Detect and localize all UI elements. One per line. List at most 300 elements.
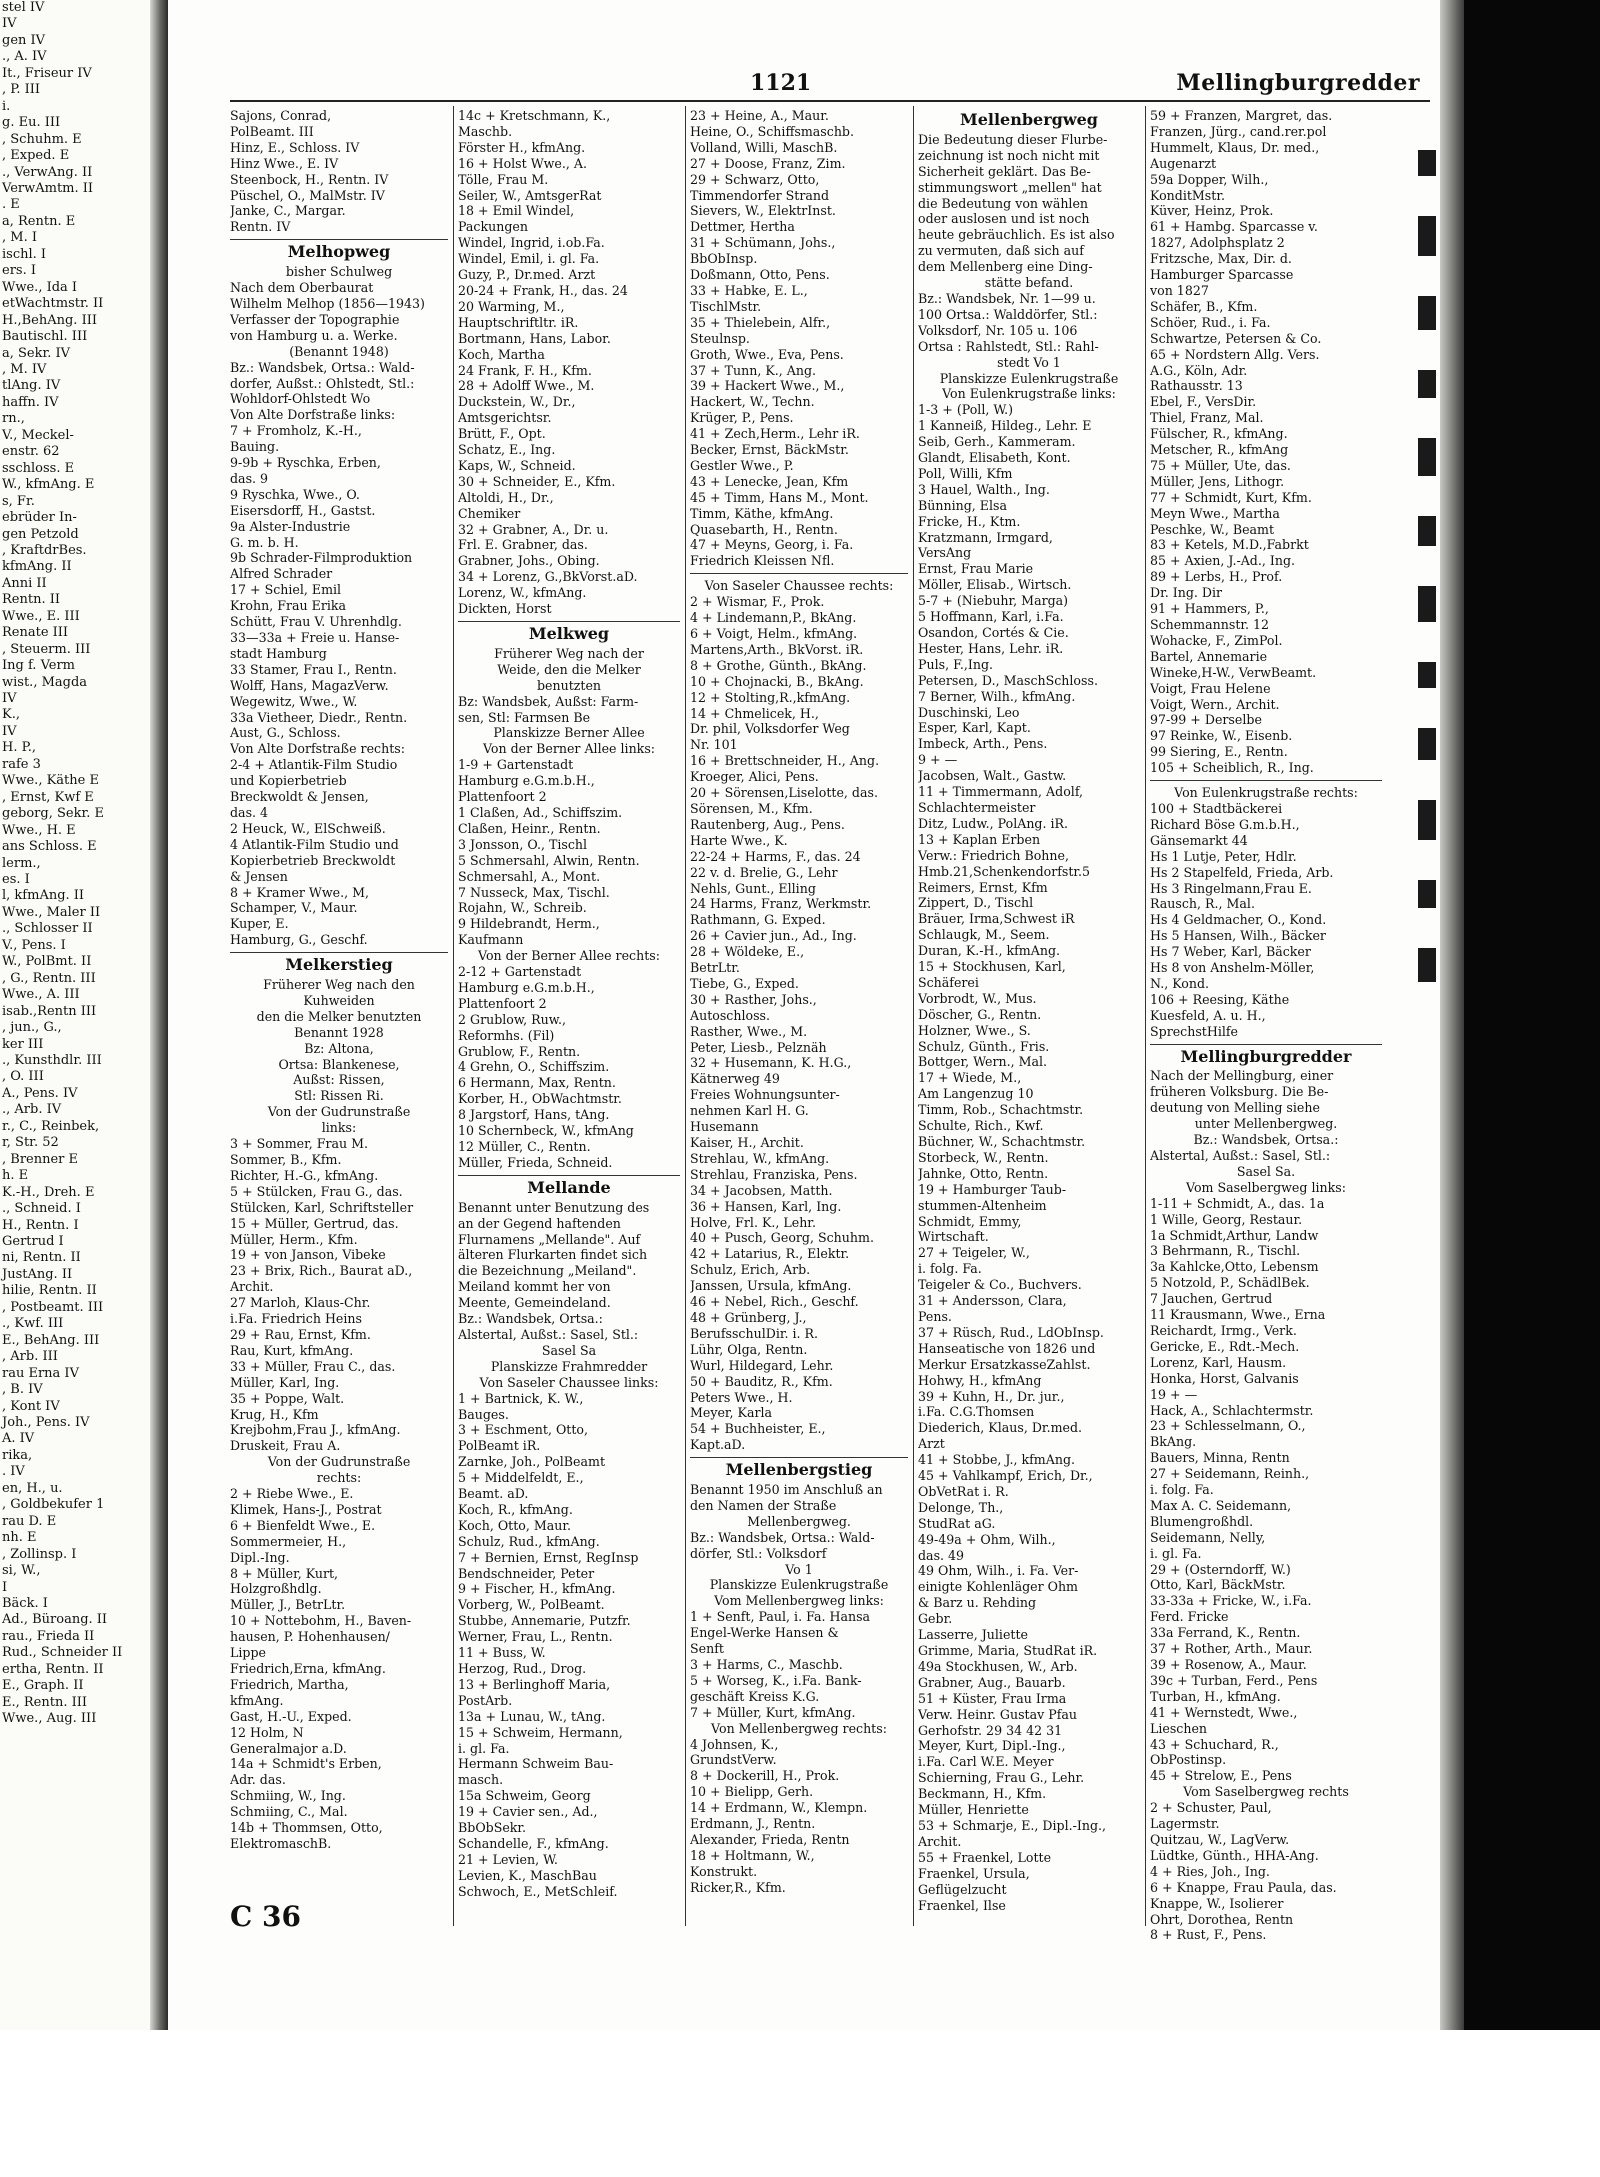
directory-entry: 33—33a + Freie u. Hanse- bbox=[230, 630, 400, 645]
directory-entry: Frl. E. Grabner, das. bbox=[458, 537, 588, 553]
directory-entry: Verw. Heinr. Gustav Pfau bbox=[918, 1706, 1077, 1722]
directory-entry: Müller, Jens, Lithogr. bbox=[1150, 473, 1285, 489]
left-page-line: W., PolBmt. II bbox=[2, 954, 92, 970]
left-page-line: ., Arb. IV bbox=[2, 1102, 62, 1118]
directory-entry: 31 + Schümann, Johs., bbox=[690, 235, 836, 251]
directory-entry: 39 + Hackert Wwe., M., bbox=[690, 378, 845, 394]
directory-entry: 31 + Andersson, Clara, bbox=[918, 1293, 1067, 1309]
directory-entry: Claßen, Heinr., Rentn. bbox=[458, 820, 601, 836]
directory-entry: Peter, Liesb., Pelznäh bbox=[690, 1039, 827, 1055]
left-page-line: rafe 3 bbox=[2, 756, 41, 772]
directory-entry: Rautenberg, Aug., Pens. bbox=[690, 816, 845, 832]
section-note: Bz.: Wandsbek, Ortsa.: bbox=[1193, 1132, 1339, 1148]
directory-entry: Hummelt, Klaus, Dr. med., bbox=[1150, 139, 1320, 155]
directory-entry: Teigeler & Co., Buchvers. bbox=[918, 1277, 1082, 1293]
section-note: Sasel Sa. bbox=[1236, 1163, 1296, 1179]
directory-entry: Wohldorf-Ohlstedt Wo bbox=[230, 391, 371, 407]
directory-entry: 20-24 + Frank, H., das. 24 bbox=[458, 282, 628, 298]
left-page-line: It., Friseur IV bbox=[2, 65, 92, 81]
directory-entry: Packungen bbox=[458, 219, 528, 235]
directory-entry: Müller, Herm., Kfm. bbox=[230, 1231, 358, 1247]
directory-entry: PostArb. bbox=[458, 1692, 513, 1708]
directory-entry: Hs 4 Geldmacher, O., Kond. bbox=[1150, 912, 1327, 928]
directory-entry: Bräuer, Irma,Schwest iR bbox=[918, 911, 1075, 927]
left-page-line: rika, bbox=[2, 1447, 33, 1463]
directory-entry: Amtsgerichtsr. bbox=[458, 410, 552, 426]
street-heading: Mellingburgredder bbox=[1180, 1046, 1352, 1066]
section-note: rechts: bbox=[316, 1470, 362, 1486]
section-rule bbox=[230, 952, 448, 953]
section-rule bbox=[1150, 780, 1382, 781]
directory-entry: 5 Hoffmann, Karl, i.Fa. bbox=[918, 609, 1064, 625]
directory-entry: 3 Hauel, Walth., Ing. bbox=[918, 481, 1050, 497]
directory-entry: 6 Hermann, Max, Rentn. bbox=[458, 1075, 616, 1091]
directory-entry: Die Bedeutung dieser Flurbe- bbox=[918, 131, 1108, 147]
directory-entry: Müller, Frieda, Schneid. bbox=[458, 1154, 613, 1170]
section-note: Planskizze Eulenkrugstraße bbox=[939, 370, 1119, 386]
directory-entry: Druskeit, Frau A. bbox=[230, 1438, 341, 1454]
column-4 bbox=[918, 108, 1140, 1913]
directory-entry: Rentn. IV bbox=[230, 219, 291, 235]
directory-entry: 28 + Wöldeke, E., bbox=[690, 944, 805, 960]
directory-entry: 34 + Lorenz, G.,BkVorst.aD. bbox=[458, 569, 638, 585]
column-1 bbox=[230, 108, 448, 1852]
left-page-line: lerm., bbox=[2, 855, 41, 871]
directory-entry: Holve, Frl. K., Lehr. bbox=[690, 1214, 816, 1230]
directory-entry: Timm, Käthe, kfmAng. bbox=[690, 505, 834, 521]
directory-entry: Strehlau, W., kfmAng. bbox=[690, 1150, 830, 1166]
directory-entry: Engel-Werke Hansen & bbox=[690, 1625, 839, 1641]
directory-entry: heute gebräuchlich. Es ist also bbox=[918, 227, 1115, 243]
directory-entry: Husemann bbox=[690, 1119, 759, 1135]
section-note: Sasel Sa bbox=[541, 1342, 597, 1358]
directory-entry: 17 + Wiede, M., bbox=[918, 1070, 1022, 1086]
left-page-line: r., C., Reinbek, bbox=[2, 1118, 100, 1134]
left-page-line: kfmAng. II bbox=[2, 559, 72, 575]
left-page-line: ker III bbox=[2, 1036, 44, 1052]
directory-entry: Fülscher, R., kfmAng. bbox=[1150, 426, 1288, 442]
directory-entry: Knappe, W., Isolierer bbox=[1150, 1895, 1284, 1911]
directory-entry: Beckmann, H., Kfm. bbox=[918, 1786, 1047, 1802]
directory-entry: 45 + Strelow, E., Pens bbox=[1150, 1768, 1292, 1784]
left-page-line: a, Rentn. E bbox=[2, 213, 76, 229]
directory-entry: Sörensen, M., Kfm. bbox=[690, 800, 813, 816]
directory-entry: Richard Böse G.m.b.H., bbox=[1150, 816, 1300, 832]
directory-entry: Levien, K., MaschBau bbox=[458, 1867, 597, 1883]
directory-entry: N., Kond. bbox=[1150, 975, 1210, 991]
left-page-line: Renate III bbox=[2, 625, 69, 641]
directory-entry: Friedrich Kleissen Nfl. bbox=[690, 553, 835, 569]
directory-entry: Voigt, Wern., Archit. bbox=[1150, 696, 1280, 712]
directory-entry: G. m. b. H. bbox=[230, 534, 299, 550]
directory-entry: stimmungswort „mellen" hat bbox=[918, 179, 1102, 195]
directory-entry: Franzen, Jürg., cand.rer.pol bbox=[1150, 123, 1327, 139]
left-page-line: ertha, Rentn. II bbox=[2, 1661, 104, 1677]
directory-entry: 9 + Fischer, H., kfmAng. bbox=[458, 1581, 616, 1597]
directory-entry: 18 + Holtmann, W., bbox=[690, 1847, 815, 1863]
directory-entry: 33a Ferrand, K., Rentn. bbox=[1150, 1625, 1301, 1641]
directory-entry: 6 + Knappe, Frau Paula, das. bbox=[1150, 1879, 1337, 1895]
directory-entry: das. 4 bbox=[230, 804, 269, 820]
directory-entry: stadt Hamburg bbox=[230, 645, 327, 661]
directory-entry: Peschke, W., Beamt bbox=[1150, 521, 1275, 537]
directory-entry: BkAng. bbox=[1150, 1434, 1197, 1450]
directory-entry: Hs 1 Lutje, Peter, Hdlr. bbox=[1150, 848, 1297, 864]
directory-entry: 29 + Rau, Ernst, Kfm. bbox=[230, 1326, 371, 1342]
directory-entry: Schwartze, Petersen & Co. bbox=[1150, 330, 1322, 346]
directory-entry: Stubbe, Annemarie, Putzfr. bbox=[458, 1613, 631, 1629]
section-note: Von Saseler Chaussee rechts: bbox=[704, 578, 894, 594]
directory-entry: Wohacke, F., ZimPol. bbox=[1150, 632, 1283, 648]
left-page-line: VerwAmtm. II bbox=[2, 180, 94, 196]
left-page-line: , M. IV bbox=[2, 361, 47, 377]
directory-entry: 97 Reinke, W., Eisenb. bbox=[1150, 728, 1293, 744]
section-note: Stl: Rissen Ri. bbox=[294, 1088, 384, 1104]
directory-entry: Hinz Wwe., E. IV bbox=[230, 155, 339, 171]
directory-entry: 7 Nusseck, Max, Tischl. bbox=[458, 884, 610, 900]
directory-entry: Alfred Schrader bbox=[230, 566, 333, 582]
directory-entry: 26 + Cavier jun., Ad., Ing. bbox=[690, 928, 857, 944]
directory-entry: 41 + Wernstedt, Wwe., bbox=[1150, 1704, 1298, 1720]
directory-entry: Hs 8 von Anshelm-Möller, bbox=[1150, 960, 1315, 976]
directory-entry: Kaps, W., Schneid. bbox=[458, 457, 576, 473]
directory-entry: Schütt, Frau V. Uhrenhdlg. bbox=[230, 614, 402, 630]
section-note: Kuhweiden bbox=[303, 992, 375, 1008]
street-heading: Melkweg bbox=[528, 624, 610, 643]
left-page-line: Wwe., Käthe E bbox=[2, 773, 99, 789]
left-page-line: ., A. IV bbox=[2, 49, 47, 65]
directory-entry: Quitzau, W., LagVerw. bbox=[1150, 1831, 1290, 1847]
directory-entry: 23 + Brix, Rich., Baurat aD., bbox=[230, 1263, 413, 1279]
section-note: Früherer Weg nach den bbox=[263, 977, 415, 993]
directory-entry: Grabner, Johs., Obing. bbox=[458, 553, 600, 569]
left-page-line: I bbox=[2, 1579, 8, 1595]
directory-entry: Förster H., kfmAng. bbox=[458, 139, 586, 155]
directory-entry: 33 Stamer, Frau I., Rentn. bbox=[230, 661, 397, 677]
directory-entry: Meyn Wwe., Martha bbox=[1150, 505, 1280, 521]
directory-entry: 1a Schmidt,Arthur, Landw bbox=[1150, 1227, 1319, 1243]
directory-entry: Wineke,H-W., VerwBeamt. bbox=[1150, 664, 1317, 680]
directory-entry: Maschb. bbox=[458, 123, 513, 139]
left-page-line: , Brenner E bbox=[2, 1151, 79, 1167]
section-note: bisher Schulweg bbox=[285, 264, 393, 280]
directory-entry: 14 + Chmelicek, H., bbox=[690, 705, 819, 721]
directory-entry: Vorbrodt, W., Mus. bbox=[918, 990, 1037, 1006]
directory-entry: dörfer, Stl.: Volksdorf bbox=[690, 1545, 827, 1561]
directory-entry: 33-33a + Fricke, W., i.Fa. bbox=[1150, 1593, 1312, 1609]
directory-entry: Alstertal, Außst.: Sasel, Stl.: bbox=[1150, 1148, 1331, 1163]
section-note: unter Mellenbergweg. bbox=[1194, 1116, 1338, 1132]
directory-entry: Bortmann, Hans, Labor. bbox=[458, 330, 611, 346]
directory-entry: geschäft Kreiss K.G. bbox=[690, 1688, 820, 1704]
directory-entry: 8 Jargstorf, Hans, tAng. bbox=[458, 1107, 610, 1123]
directory-entry: Harte Wwe., K. bbox=[690, 832, 788, 848]
directory-entry: 51 + Küster, Frau Irma bbox=[918, 1690, 1067, 1706]
directory-entry: Diederich, Klaus, Dr.med. bbox=[918, 1420, 1083, 1436]
directory-entry: 10 Schernbeck, W., kfmAng bbox=[458, 1123, 634, 1139]
left-page-line: . E bbox=[2, 197, 20, 213]
directory-entry: 9-9b + Ryschka, Erben, bbox=[230, 455, 381, 471]
directory-entry: Hohwy, H., kfmAng bbox=[918, 1372, 1042, 1388]
directory-entry: 23 + Schlesselmann, O., bbox=[1150, 1418, 1306, 1434]
page-number: 1121 bbox=[750, 70, 812, 96]
directory-entry: zeichnung ist noch nicht mit bbox=[918, 147, 1100, 163]
directory-entry: 3 Jonsson, O., Tischl bbox=[458, 836, 588, 852]
directory-entry: 48 + Grünberg, J., bbox=[690, 1309, 807, 1325]
directory-entry: Hermann Schweim Bau- bbox=[458, 1756, 614, 1772]
page-footer-code: C 36 bbox=[230, 1900, 301, 1933]
directory-entry: Kroeger, Alici, Pens. bbox=[690, 769, 819, 785]
street-heading: Mellenbergstieg bbox=[725, 1460, 873, 1480]
left-page-line: rau D. E bbox=[2, 1513, 57, 1529]
directory-entry: ElektromaschB. bbox=[230, 1835, 332, 1851]
left-page-line: , G., Rentn. III bbox=[2, 970, 96, 986]
left-page-line: K.-H., Dreh. E bbox=[2, 1184, 95, 1200]
left-page-line: . IV bbox=[2, 1464, 25, 1480]
directory-entry: Von Alte Dorfstraße links: bbox=[230, 407, 396, 423]
section-rule bbox=[458, 621, 680, 622]
directory-entry: Schmiing, C., Mal. bbox=[230, 1804, 348, 1820]
directory-entry: von 1827 bbox=[1150, 282, 1209, 298]
directory-entry: 9a Alster-Industrie bbox=[230, 518, 351, 534]
directory-entry: i.Fa. C.G.Thomsen bbox=[918, 1404, 1035, 1420]
directory-entry: 45 + Vahlkampf, Erich, Dr., bbox=[918, 1468, 1093, 1484]
section-note: den die Melker benutzten bbox=[256, 1008, 422, 1024]
left-page-line: , M. I bbox=[2, 230, 37, 246]
left-page-line: ., Schlosser II bbox=[2, 921, 93, 937]
directory-entry: 55 + Fraenkel, Lotte bbox=[918, 1849, 1052, 1865]
directory-entry: Sicherheit geklärt. Das Be- bbox=[918, 163, 1091, 179]
directory-entry: Otto, Karl, BäckMstr. bbox=[1150, 1577, 1286, 1593]
directory-entry: 33 + Müller, Frau C., das. bbox=[230, 1358, 396, 1374]
directory-entry: 7 Berner, Wilh., kfmAng. bbox=[918, 688, 1076, 704]
directory-entry: i.Fa. Friedrich Heins bbox=[230, 1311, 362, 1327]
directory-entry: 2 + Wismar, F., Prok. bbox=[690, 594, 825, 610]
section-note: Außst: Rissen, bbox=[293, 1072, 385, 1088]
directory-entry: 12 Müller, C., Rentn. bbox=[458, 1139, 591, 1154]
left-page-line: , Exped. E bbox=[2, 148, 70, 164]
directory-entry: 106 + Reesing, Käthe bbox=[1150, 991, 1290, 1007]
directory-entry: 97-99 + Derselbe bbox=[1150, 712, 1262, 728]
directory-entry: Augenarzt bbox=[1150, 155, 1217, 171]
left-page-line: , O. III bbox=[2, 1069, 44, 1085]
directory-entry: Rathmann, G. Exped. bbox=[690, 912, 826, 928]
directory-entry: Hs 5 Hansen, Wilh., Bäcker bbox=[1150, 928, 1326, 944]
directory-entry: Hmb.21,Schenkendorfstr.5 bbox=[918, 863, 1091, 879]
directory-entry: Koch, R., kfmAng. bbox=[458, 1501, 573, 1517]
directory-entry: Stülcken, Karl, Schriftsteller bbox=[230, 1199, 414, 1215]
directory-entry: Lasserre, Juliette bbox=[918, 1627, 1028, 1643]
directory-entry: 19 + — bbox=[1150, 1386, 1198, 1402]
directory-entry: Koch, Martha bbox=[458, 346, 545, 362]
directory-entry: Hs 7 Weber, Karl, Bäcker bbox=[1150, 944, 1311, 960]
section-note: Von der Gudrunstraße bbox=[267, 1454, 411, 1470]
directory-entry: 47 + Meyns, Georg, i. Fa. bbox=[690, 537, 854, 553]
directory-entry: Adr. das. bbox=[230, 1772, 286, 1788]
directory-entry: 27 Marloh, Klaus-Chr. bbox=[230, 1295, 371, 1311]
directory-entry: Hester, Hans, Lehr. iR. bbox=[918, 640, 1064, 656]
left-page-line: g. Eu. III bbox=[2, 115, 61, 131]
directory-entry: Groth, Wwe., Eva, Pens. bbox=[690, 346, 844, 362]
directory-entry: 15 + Schweim, Hermann, bbox=[458, 1724, 623, 1740]
directory-entry: 30 + Rasther, Johs., bbox=[690, 991, 817, 1007]
thumb-index-marks bbox=[1418, 150, 1440, 1650]
directory-entry: Turban, H., kfmAng. bbox=[1150, 1688, 1281, 1704]
directory-entry: Wolff, Hans, MagazVerw. bbox=[230, 677, 389, 693]
directory-entry: 8 + Grothe, Günth., BkAng. bbox=[690, 657, 867, 673]
directory-entry: Schemmannstr. 12 bbox=[1150, 617, 1270, 632]
directory-entry: 43 + Lenecke, Jean, Kfm bbox=[690, 473, 849, 489]
left-page-line: enstr. 62 bbox=[2, 444, 60, 460]
left-page-line: hilie, Rentn. II bbox=[2, 1283, 97, 1299]
directory-entry: Holzgroßhdlg. bbox=[230, 1581, 322, 1597]
left-page-line: A. IV bbox=[2, 1431, 35, 1447]
left-page-line: Wwe., H. E bbox=[2, 822, 76, 838]
directory-entry: 5 Notzold, P., SchädlBek. bbox=[1150, 1275, 1310, 1291]
left-page-line: Anni II bbox=[2, 575, 47, 591]
directory-entry: 27 + Seidemann, Reinh., bbox=[1150, 1466, 1310, 1482]
directory-entry: Schmersahl, A., Mont. bbox=[458, 868, 601, 884]
directory-entry: Zarnke, Joh., PolBeamt bbox=[458, 1454, 606, 1470]
directory-entry: Hinz, E., Schloss. IV bbox=[230, 139, 360, 155]
directory-entry: & Jensen bbox=[230, 868, 288, 884]
directory-entry: 8 + Dockerill, H., Prok. bbox=[690, 1768, 840, 1784]
directory-entry: Honka, Horst, Galvanis bbox=[1150, 1370, 1299, 1386]
directory-entry: 39 + Kuhn, H., Dr. jur., bbox=[918, 1388, 1065, 1404]
directory-entry: 3 + Eschment, Otto, bbox=[458, 1422, 588, 1438]
left-page-line: gen IV bbox=[2, 32, 46, 48]
directory-entry: Verw.: Friedrich Bohne, bbox=[918, 847, 1069, 863]
directory-entry: Volland, Willi, MaschB. bbox=[690, 139, 838, 155]
directory-entry: 1 Wille, Georg, Restaur. bbox=[1150, 1211, 1303, 1227]
left-page-line: , Goldbekufer 1 bbox=[2, 1497, 105, 1513]
section-note: Bz: Altona, bbox=[304, 1040, 374, 1056]
directory-entry: 19 + Hamburger Taub- bbox=[918, 1181, 1067, 1197]
directory-entry: Strehlau, Franziska, Pens. bbox=[690, 1166, 858, 1182]
directory-entry: A.G., Köln, Adr. bbox=[1150, 362, 1248, 378]
directory-entry: Schöer, Rud., i. Fa. bbox=[1150, 314, 1271, 330]
directory-entry: Guzy, P., Dr.med. Arzt bbox=[458, 267, 596, 283]
directory-entry: 11 Krausmann, Wwe., Erna bbox=[1150, 1307, 1326, 1323]
left-page-line: , B. IV bbox=[2, 1382, 43, 1398]
directory-entry: Blumengroßhdl. bbox=[1150, 1513, 1254, 1529]
section-rule bbox=[690, 1457, 908, 1458]
directory-entry: zu vermuten, daß sich auf bbox=[918, 243, 1084, 259]
directory-entry: Pens. bbox=[918, 1308, 952, 1324]
left-page-line: ischl. I bbox=[2, 246, 47, 262]
directory-entry: Krejbohm,Frau J., kfmAng. bbox=[230, 1422, 401, 1438]
directory-entry: 1 Kanneiß, Hildeg., Lehr. E bbox=[918, 418, 1092, 434]
directory-entry: i. gl. Fa. bbox=[458, 1740, 510, 1756]
directory-entry: Bauers, Minna, Rentn bbox=[1150, 1450, 1290, 1466]
directory-entry: Nr. 101 bbox=[690, 737, 738, 753]
directory-entry: & Barz u. Rehding bbox=[918, 1595, 1037, 1611]
left-page-line: IV bbox=[2, 723, 17, 739]
directory-entry: 4 + Lindemann,P., BkAng. bbox=[690, 610, 857, 626]
directory-entry: Becker, Ernst, BäckMstr. bbox=[690, 442, 849, 458]
directory-entry: Krüger, P., Pens. bbox=[690, 410, 794, 426]
left-page-line: a, Sekr. IV bbox=[2, 345, 71, 361]
directory-entry: Ditz, Ludw., PolAng. iR. bbox=[918, 815, 1069, 831]
directory-entry: Lühr, Olga, Rentn. bbox=[690, 1341, 808, 1357]
directory-entry: 49-49a + Ohm, Wilh., bbox=[918, 1531, 1056, 1547]
left-page-line: IV bbox=[2, 16, 17, 32]
directory-entry: VersAng bbox=[918, 545, 972, 561]
directory-entry: Bauing. bbox=[230, 439, 280, 455]
directory-entry: 13 + Berlinghoff Maria, bbox=[458, 1676, 611, 1692]
directory-entry: Heine, O., Schiffsmaschb. bbox=[690, 123, 855, 139]
directory-entry: Meente, Gemeindeland. bbox=[458, 1295, 611, 1311]
directory-entry: kfmAng. bbox=[230, 1692, 284, 1708]
directory-entry: 83 + Ketels, M.D.,Fabrkt bbox=[1150, 537, 1309, 553]
section-note: Weide, den die Melker bbox=[497, 661, 641, 677]
section-note: Von Eulenkrugstraße rechts: bbox=[1174, 785, 1358, 801]
directory-entry: die Bezeichnung „Meiland". bbox=[458, 1263, 637, 1279]
directory-entry: 46 + Nebel, Rich., Geschf. bbox=[690, 1294, 859, 1310]
directory-entry: Von Alte Dorfstraße rechts: bbox=[230, 741, 405, 757]
section-note: Von Eulenkrugstraße links: bbox=[942, 386, 1116, 402]
directory-entry: 24 Frank, F. H., Kfm. bbox=[458, 362, 592, 378]
directory-entry: 10 + Bielipp, Gerh. bbox=[690, 1784, 814, 1800]
section-note: (Benannt 1948) bbox=[289, 343, 389, 359]
directory-entry: Timm, Rob., Schachtmstr. bbox=[918, 1102, 1084, 1118]
left-page-line: h. E bbox=[2, 1168, 29, 1184]
left-page-line: Wwe., Ida I bbox=[2, 279, 78, 295]
directory-entry: 2 Heuck, W., ElSchweiß. bbox=[230, 820, 386, 836]
directory-entry: 2 + Riebe Wwe., E. bbox=[230, 1486, 354, 1502]
directory-entry: Müller, Karl, Ing. bbox=[230, 1374, 340, 1390]
directory-entry: 40 + Pusch, Georg, Schuhm. bbox=[690, 1230, 874, 1246]
section-note: Mellenbergweg. bbox=[747, 1513, 851, 1529]
directory-entry: deutung von Melling siehe bbox=[1150, 1100, 1320, 1116]
directory-entry: Bottger, Wern., Mal. bbox=[918, 1054, 1048, 1070]
directory-entry: Reformhs. (Fil) bbox=[458, 1027, 555, 1043]
left-page-line: rn., bbox=[2, 411, 25, 427]
directory-entry: Schulz, Günth., Fris. bbox=[918, 1038, 1050, 1054]
directory-entry: 6 + Voigt, Helm., kfmAng. bbox=[690, 626, 858, 641]
directory-entry: einigte Kohlenläger Ohm bbox=[918, 1579, 1079, 1595]
directory-entry: 75 + Müller, Ute, das. bbox=[1150, 457, 1291, 473]
directory-entry: 9 Ryschka, Wwe., O. bbox=[230, 486, 360, 502]
directory-entry: 20 + Sörensen,Liselotte, das. bbox=[690, 785, 878, 801]
directory-entry: Altoldi, H., Dr., bbox=[458, 489, 554, 505]
section-note: Von der Berner Allee links: bbox=[482, 741, 656, 757]
directory-entry: Rasther, Wwe., M. bbox=[690, 1023, 808, 1039]
directory-entry: Hackert, W., Techn. bbox=[690, 394, 815, 410]
directory-entry: 4 + Ries, Joh., Ing. bbox=[1150, 1863, 1270, 1879]
directory-entry: Gerhofstr. 29 34 42 31 bbox=[918, 1722, 1063, 1738]
directory-entry: 17 + Schiel, Emil bbox=[230, 582, 342, 598]
directory-entry: Schäferei bbox=[918, 974, 979, 990]
directory-entry: 53 + Schmarje, E., Dipl.-Ing., bbox=[918, 1817, 1107, 1833]
directory-entry: Generalmajor a.D. bbox=[230, 1740, 347, 1756]
directory-entry: 2-12 + Gartenstadt bbox=[458, 964, 582, 980]
directory-entry: 6 + Bienfeldt Wwe., E. bbox=[230, 1517, 376, 1533]
directory-entry: Schulz, Erich, Arb. bbox=[690, 1262, 811, 1278]
page-header bbox=[230, 70, 1440, 110]
left-page-line: ebrüder In- bbox=[2, 510, 77, 526]
directory-entry: Ferd. Fricke bbox=[1150, 1609, 1229, 1625]
directory-entry: GrundstVerw. bbox=[690, 1752, 777, 1768]
directory-entry: 1-9 + Gartenstadt bbox=[458, 757, 574, 773]
left-page-line: , P. III bbox=[2, 82, 41, 98]
directory-entry: Konstrukt. bbox=[690, 1863, 758, 1879]
directory-entry: 27 + Doose, Franz, Zim. bbox=[690, 155, 846, 171]
directory-entry: Archit. bbox=[918, 1833, 962, 1849]
directory-entry: i.Fa. Carl W.E. Meyer bbox=[918, 1754, 1054, 1770]
directory-entry: Kaufmann bbox=[458, 932, 524, 948]
directory-entry: 1 + Senft, Paul, i. Fa. Hansa bbox=[690, 1609, 871, 1625]
